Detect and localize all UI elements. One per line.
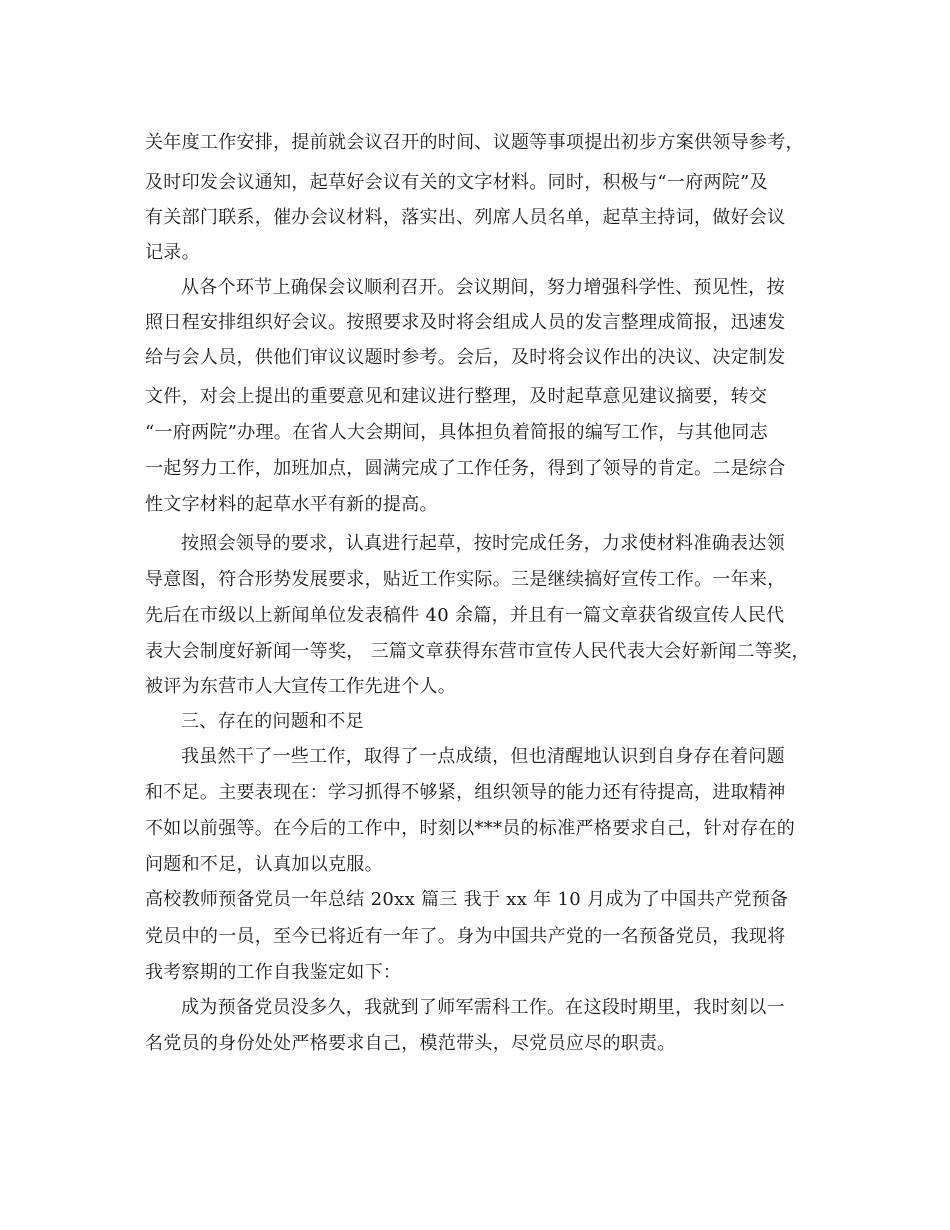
text-line: 先后在市级以上新闻单位发表稿件 40 余篇，并且有一篇文章获省级宣传人民代 [145, 605, 785, 626]
text-line: 导意图，符合形势发展要求，贴近工作实际。三是继续搞好宣传工作。一年来， [145, 569, 786, 590]
text-line: 有关部门联系，催办会议材料，落实出、列席人员名单，起草主持词，做好会议 [145, 207, 786, 228]
paragraph-start-line: 我虽然干了一些工作，取得了一点成绩，但也清醒地认识到自身存在着问题 [181, 746, 785, 767]
text-line: 表大会制度好新闻一等奖， 三篇文章获得东营市宣传人民代表大会好新闻二等奖， [145, 641, 810, 662]
text-line: 一起努力工作，加班加点，圆满完成了工作任务，得到了领导的肯定。二是综合 [145, 458, 786, 479]
article-title-line: 高校教师预备党员一年总结 20xx 篇三 我于 xx 年 10 月成为了中国共产党预备 [145, 889, 789, 910]
section-heading: 三、存在的问题和不足 [181, 711, 364, 732]
text-line: 文件，对会上提出的重要意见和建议进行整理，及时起草意见建议摘要，转交 [145, 386, 768, 407]
paragraph-start-line: 按照会领导的要求，认真进行起草，按时完成任务，力求使材料准确表达领 [181, 533, 785, 554]
text-line: 党员中的一员，至今已将近有一年了。身为中国共产党的一名预备党员，我现将 [145, 926, 786, 947]
text-line: 照日程安排组织好会议。按照要求及时将会组成人员的发言整理成简报，迅速发 [145, 312, 786, 333]
text-line: 记录。 [145, 242, 200, 263]
text-line: “一府两院”办理。在省人大会期间，具体担负着简报的编写工作，与其他同志 [145, 422, 768, 443]
text-line: 不如以前强等。在今后的工作中，时刻以***员的标准严格要求自己，针对存在的 [145, 818, 796, 839]
paragraph-start-line: 从各个环节上确保会议顺利召开。会议期间，努力增强科学性、预见性，按 [181, 277, 785, 298]
text-line: 关年度工作安排，提前就会议召开的时间、议题等事项提出初步方案供领导参考， [145, 132, 804, 153]
text-line: 被评为东营市人大宣传工作先进个人。 [145, 676, 457, 697]
text-line: 及时印发会议通知，起草好会议有关的文字材料。同时，积极与“一府两院”及 [145, 172, 768, 193]
text-line: 问题和不足，认真加以克服。 [145, 854, 383, 875]
text-line: 性文字材料的起草水平有新的提高。 [145, 494, 438, 515]
text-line: 给与会人员，供他们审议议题时参考。会后，及时将会议作出的决议、决定制发 [145, 347, 786, 368]
text-line: 和不足。主要表现在：学习抓得不够紧，组织领导的能力还有待提高，进取精神 [145, 782, 786, 803]
text-line: 名党员的身份处处严格要求自己，模范带头，尽党员应尽的职责。 [145, 1033, 676, 1054]
paragraph-start-line: 成为预备党员没多久，我就到了师军需科工作。在这段时期里，我时刻以一 [181, 997, 785, 1018]
text-line: 我考察期的工作自我鉴定如下： [145, 962, 402, 983]
